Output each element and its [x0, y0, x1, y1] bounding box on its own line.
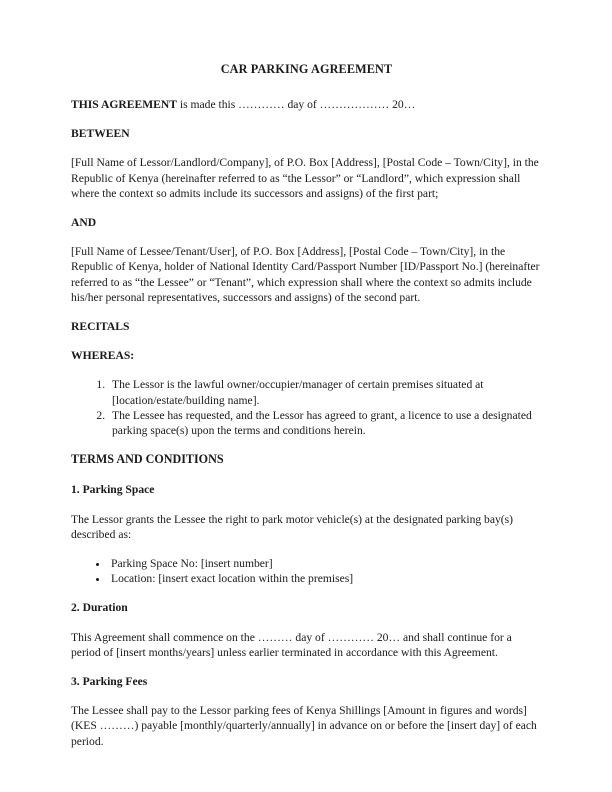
lessee-paragraph: [Full Name of Lessee/Tenant/User], of P.O. Box [Address], [Postal Code – Town/City], in the Republic of Kenya, holder of National Identity Card/Passport Number [ID/Passport No.] (hereinafter referred to as “the Lessee” or “Tenant”, which expression shall where the context so admits include his/her personal representatives, successors and assigns) of the second part. [71, 245, 540, 304]
section-parking-space-body: The Lessor grants the Lessee the right to park motor vehicle(s) at the designated parking bay(s) described as: [71, 512, 514, 541]
document-body [71, 62, 542, 763]
parking-space-bullet-list [71, 556, 542, 586]
heading-between: BETWEEN [71, 127, 130, 141]
recitals-list [71, 377, 542, 438]
heading-whereas: WHEREAS: [71, 349, 135, 363]
agreement-opening-bold: THIS AGREEMENT [71, 98, 177, 111]
list-item: 1. The Lessor is the lawful owner/occupier/manager of certain premises situated at [location/estate/building name]. [108, 377, 542, 407]
heading-section-duration: 2. Duration [71, 601, 128, 615]
section-duration-body: This Agreement shall commence on the ……… day of ………… 20… and shall continue for a period of [insert months/years] unless earlier terminated in accordance with this Agreement. [71, 630, 512, 659]
heading-section-parking-fees: 3. Parking Fees [71, 675, 148, 689]
page-title: CAR PARKING AGREEMENT [220, 62, 393, 76]
list-item: • Location: [insert exact location within the premises] [109, 571, 542, 586]
heading-and: AND [71, 216, 97, 230]
heading-section-parking-space: 1. Parking Space [71, 483, 155, 497]
list-item: 2. The Lessee has requested, and the Lessor has agreed to grant, a licence to use a designated parking space(s) upon the terms and conditions herein. [108, 408, 542, 438]
heading-recitals: RECITALS [71, 320, 130, 334]
agreement-opening-rest: is made this ………… day of ……………… 20… [176, 98, 416, 111]
section-parking-fees-body: The Lessee shall pay to the Lessor parking fees of Kenya Shillings [Amount in figures and words] (KES ………) payable [monthly/quarterly/annually] in advance on or before the [insert day] of each period. [71, 704, 537, 748]
agreement-opening-line [71, 97, 542, 112]
heading-terms-and-conditions: TERMS AND CONDITIONS [71, 452, 224, 467]
list-item: • Parking Space No: [insert number] [109, 556, 542, 571]
lessor-paragraph: [Full Name of Lessor/Landlord/Company], of P.O. Box [Address], [Postal Code – Town/City], in the Republic of Kenya (hereinafter referred to as “the Lessor” or “Landlord”, which expression shall where the context so admits include its successors and assigns) of the first part; [71, 156, 539, 200]
